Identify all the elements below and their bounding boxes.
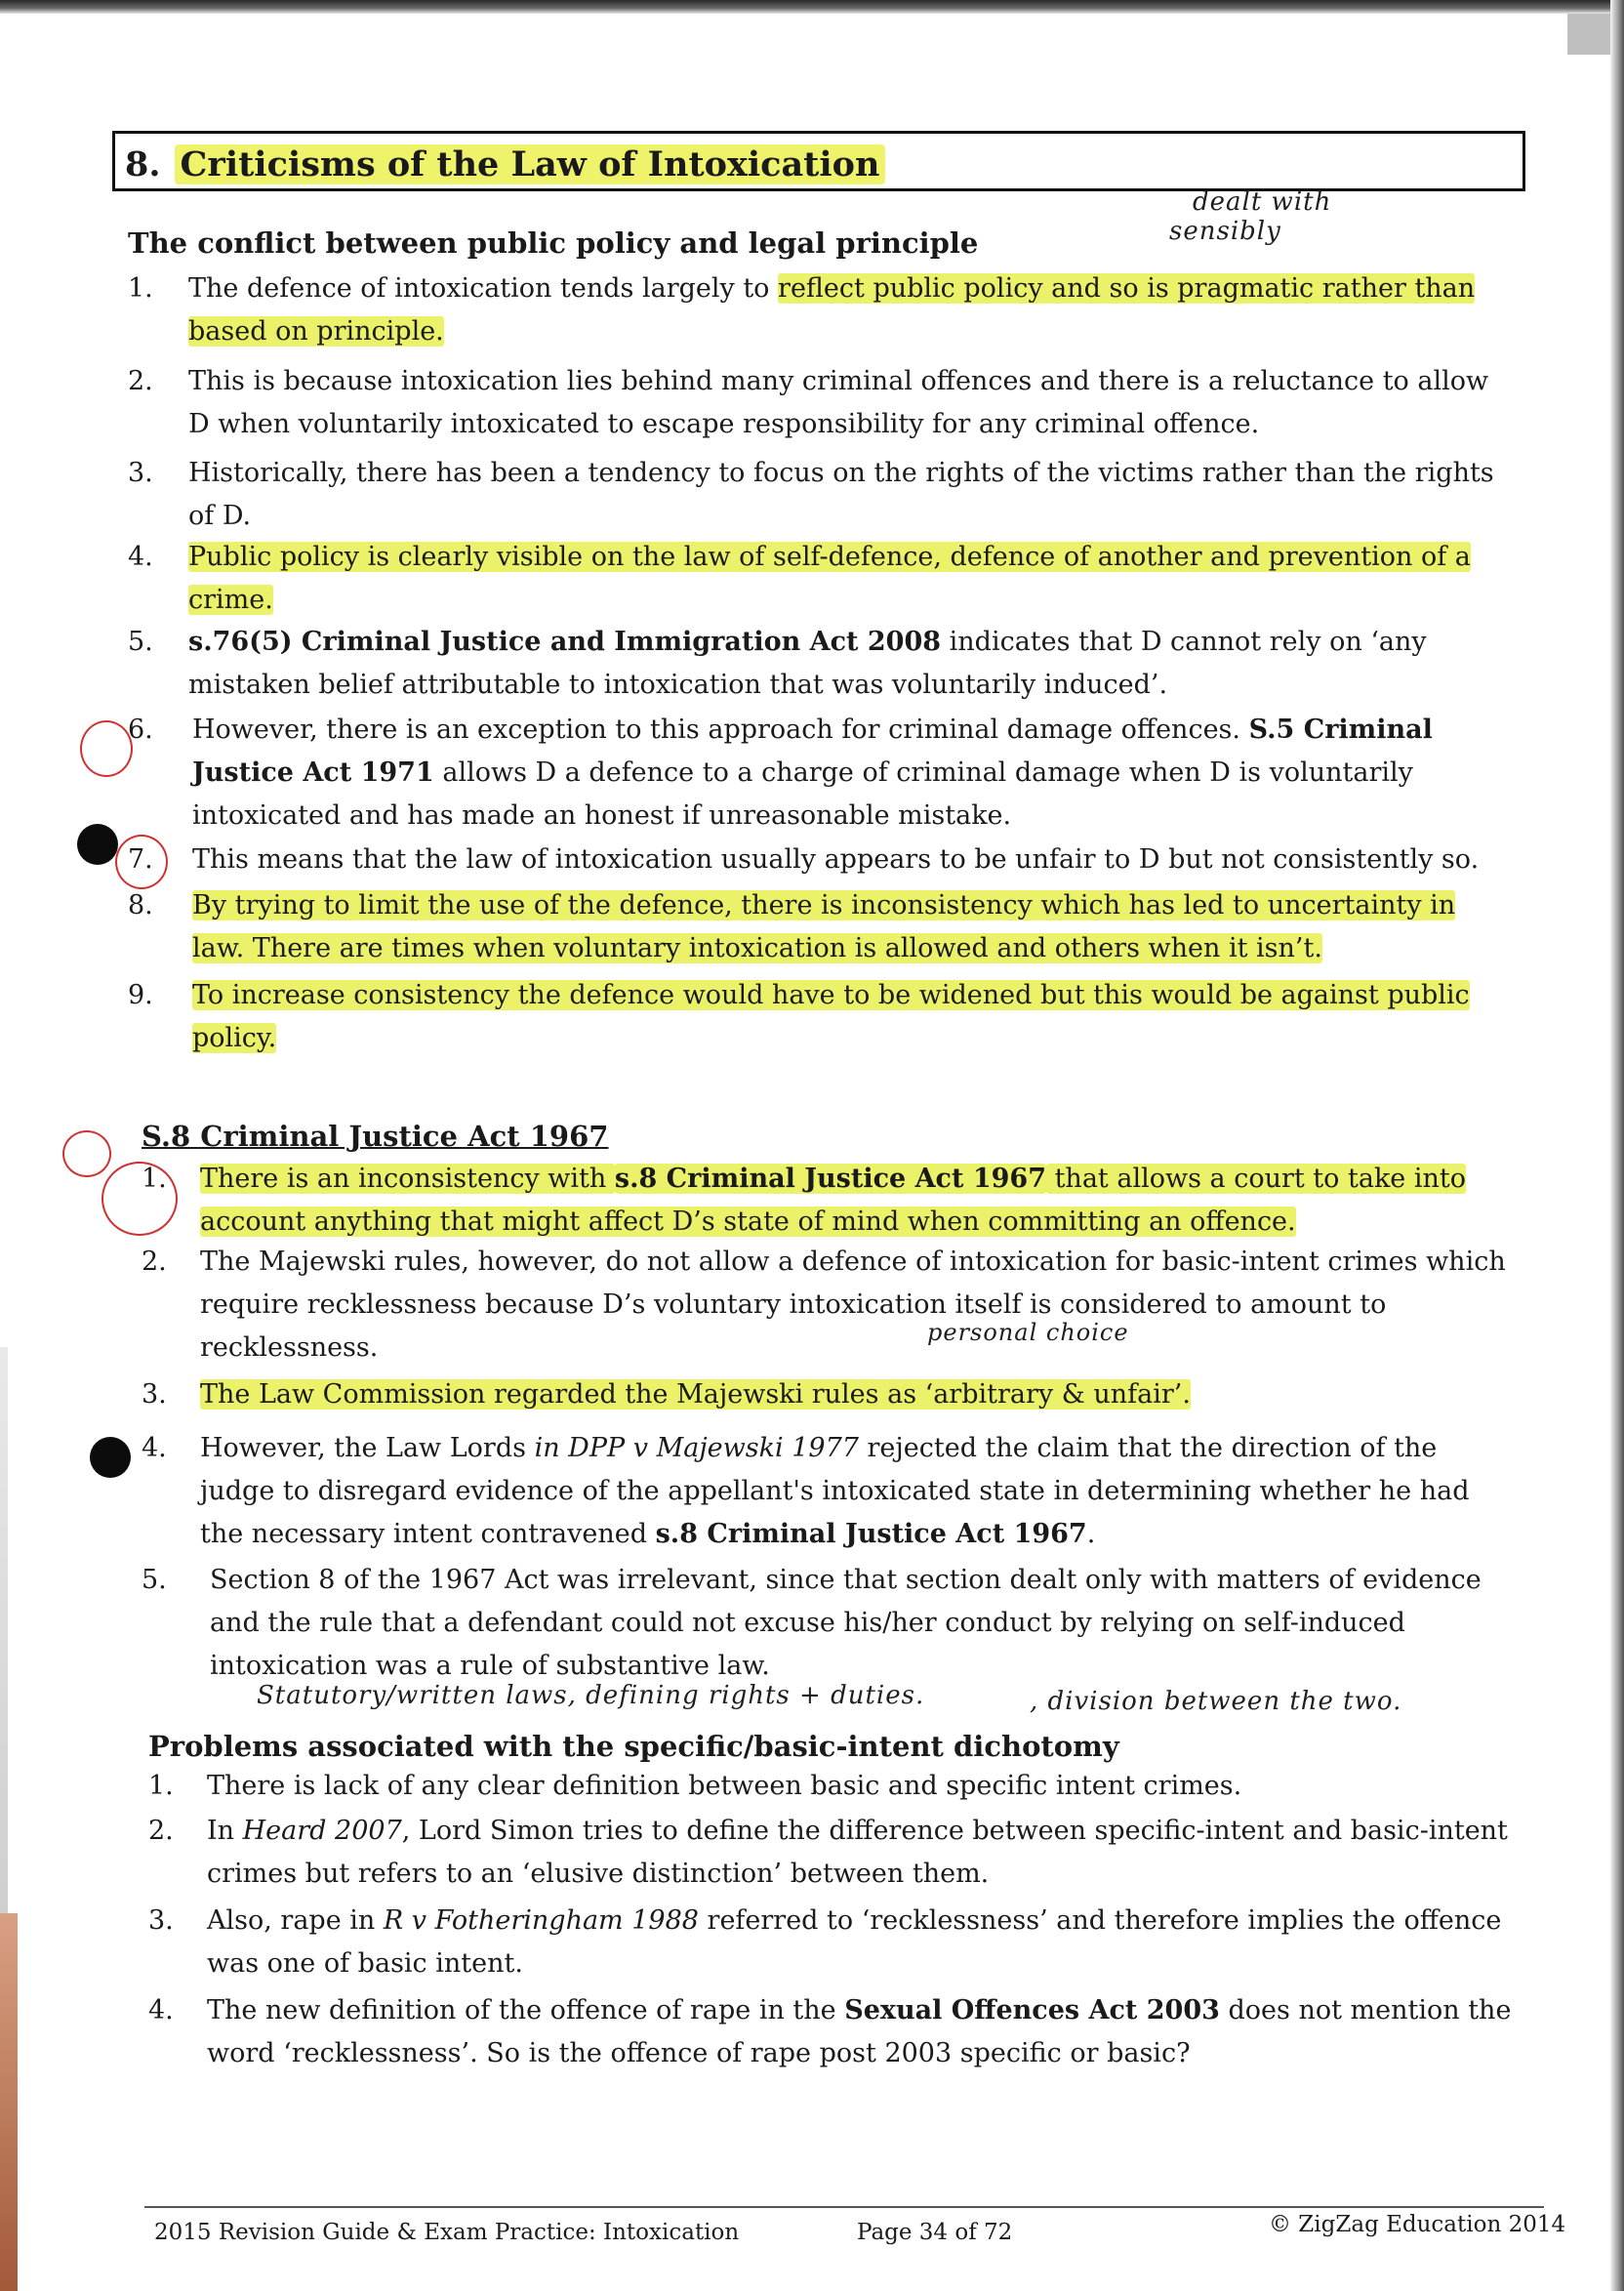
list-item-number: 3.	[128, 458, 153, 488]
list-item-text	[210, 1559, 1516, 1688]
list-item-text	[200, 1241, 1516, 1370]
section-heading-s8: S.8 Criminal Justice Act 1967	[142, 1120, 609, 1153]
footer-rule	[144, 2206, 1544, 2208]
scan-edge-right	[1610, 0, 1624, 2291]
text-run: The Law Commission regarded the Majewski rules as ‘arbitrary & unfair’.	[200, 1379, 1191, 1410]
list-item-number: 1.	[142, 1164, 167, 1194]
list-item-text	[188, 360, 1509, 446]
text-run: This is because intoxication lies behind many criminal offences and there is a reluctance to allow D when voluntarily intoxicated to escape responsibility for any criminal offence.	[188, 366, 1489, 439]
handwritten-note-dealt: dealt with	[1193, 187, 1332, 217]
list-item-text	[188, 267, 1509, 353]
list-item-text	[192, 709, 1509, 838]
footer-copyright: © ZigZag Education 2014	[1269, 2212, 1566, 2237]
text-run: in DPP v Majewski 1977	[534, 1433, 859, 1463]
text-run: There is an inconsistency with	[200, 1164, 615, 1194]
list-item-text	[188, 536, 1509, 622]
list-item-text	[207, 1900, 1515, 1985]
list-item-text	[207, 1765, 1515, 1808]
list-item-number: 6.	[128, 715, 153, 745]
list-item-number: 4.	[142, 1433, 167, 1463]
handwritten-note-sensibly: sensibly	[1169, 217, 1281, 246]
text-run: s.8 Criminal Justice Act 1967	[655, 1519, 1087, 1549]
red-circle-mark	[80, 720, 133, 777]
text-run: , Lord Simon tries to define the difference between specific-intent and basic-intent crimes but refers to an ‘elusive distinction’ between them.	[207, 1816, 1508, 1889]
list-item-text	[192, 974, 1509, 1060]
handwritten-note-personal-choice: personal choice	[927, 1319, 1129, 1346]
list-item-text	[188, 452, 1509, 538]
text-run: indicates that D cannot rely on ‘any mistaken belief attributable to intoxication that was voluntarily induced’.	[188, 627, 1427, 700]
handwritten-note-statutory: Statutory/written laws, defining rights + duties.	[257, 1681, 925, 1710]
handwritten-note-division: , division between the two.	[1030, 1687, 1402, 1716]
text-run: However, there is an exception to this approach for criminal damage offences.	[192, 715, 1249, 745]
scan-edge-top	[0, 0, 1624, 14]
footer-left: 2015 Revision Guide & Exam Practice: Intoxication	[154, 2220, 740, 2245]
red-circle-mark	[115, 835, 168, 889]
text-run: s.76(5) Criminal Justice and Immigration Act 2008	[188, 627, 942, 657]
list-item-number: 5.	[128, 627, 153, 657]
text-run: Also, rape in	[207, 1905, 384, 1936]
list-item-text	[200, 1427, 1516, 1556]
text-run: Public policy is clearly visible on the law of self-defence, defence of another and prevention of a crime.	[188, 542, 1471, 615]
list-item-text	[192, 884, 1509, 970]
text-run: .	[1086, 1519, 1096, 1549]
text-run: s.8 Criminal Justice Act 1967	[614, 1164, 1046, 1194]
text-run: By trying to limit the use of the defence, there is inconsistency which has led to uncertainty in law. There are times when voluntary intoxication is allowed and others when it isn’t.	[192, 890, 1456, 963]
text-run: In	[207, 1816, 243, 1846]
scan-edge-left-brown	[0, 1913, 18, 2291]
text-run: does not mention the word ‘recklessness’. So is the offence of rape post 2003 specific or basic?	[207, 1995, 1512, 2068]
list-item-number: 3.	[148, 1905, 174, 1936]
list-item-number: 3.	[142, 1379, 167, 1410]
text-run: Historically, there has been a tendency to focus on the rights of the victims rather than the rights of D.	[188, 458, 1494, 531]
list-item-number: 8.	[128, 890, 153, 920]
footer-page-number: Page 34 of 72	[857, 2220, 1013, 2245]
list-item-number: 1.	[148, 1771, 174, 1801]
list-item-text	[192, 839, 1509, 881]
list-item-text	[207, 1810, 1515, 1896]
list-item-number: 4.	[148, 1995, 174, 2025]
text-run: Sexual Offences Act 2003	[844, 1995, 1220, 2025]
list-item-text	[200, 1158, 1516, 1244]
text-run: S.5 Criminal Justice Act 1971	[192, 715, 1433, 788]
text-run: Heard 2007	[242, 1816, 402, 1846]
section-heading-public-policy: The conflict between public policy and legal principle	[128, 226, 979, 260]
scan-edge-left-gray	[0, 1347, 8, 1913]
list-item-text	[188, 621, 1509, 707]
list-item-number: 2.	[142, 1247, 167, 1277]
text-run: referred to ‘recklessness’ and therefore implies the offence was one of basic intent.	[207, 1905, 1502, 1979]
section-heading-dichotomy: Problems associated with the specific/basic-intent dichotomy	[148, 1730, 1119, 1763]
list-item-text	[207, 1989, 1515, 2075]
text-run: reflect public policy and so is pragmatic rather than based on principle.	[188, 273, 1476, 347]
text-run: There is lack of any clear definition between basic and specific intent crimes.	[207, 1771, 1242, 1801]
text-run: Section 8 of the 1967 Act was irrelevant, since that section dealt only with matters of evidence and the rule that a defendant could not excuse his/her conduct by relying on self-induced intoxication was a rule of substantive law.	[210, 1565, 1482, 1681]
page-title	[125, 144, 885, 184]
list-item-number: 4.	[128, 542, 153, 572]
text-run: This means that the law of intoxication usually appears to be unfair to D but not consistently so.	[192, 844, 1480, 875]
text-run: allows D a defence to a charge of criminal damage when D is voluntarily intoxicated and has made an honest if unreasonable mistake.	[192, 757, 1413, 831]
scan-tab	[1567, 14, 1610, 55]
list-item-text	[200, 1373, 1516, 1416]
red-circle-mark	[62, 1130, 111, 1177]
ink-dot-mark	[77, 824, 118, 865]
list-item-number: 7.	[128, 844, 153, 875]
text-run: R v Fotheringham 1988	[383, 1905, 699, 1936]
text-run: The Majewski rules, however, do not allow a defence of intoxication for basic-intent crimes which require recklessness because D’s voluntary intoxication itself is considered to amount to recklessness.	[200, 1247, 1506, 1363]
text-run: rejected the claim that the direction of the judge to disregard evidence of the appellant's intoxicated state in determining whether he had the necessary intent contravened	[200, 1433, 1470, 1549]
list-item-number: 2.	[128, 366, 153, 396]
list-item-number: 9.	[128, 980, 153, 1010]
list-item-number: 1.	[128, 273, 153, 304]
list-item-number: 5.	[142, 1565, 167, 1595]
text-run: The new definition of the offence of rape in the	[207, 1995, 845, 2025]
text-run: that allows a court to take into account anything that might affect D’s state of mind when committing an offence.	[200, 1164, 1466, 1237]
text-run: However, the Law Lords	[200, 1433, 535, 1463]
text-run: To increase consistency the defence would have to be widened but this would be against public policy.	[192, 980, 1470, 1053]
title-text: Criticisms of the Law of Intoxication	[175, 144, 886, 184]
list-item-number: 2.	[148, 1816, 174, 1846]
red-circle-mark	[102, 1162, 178, 1236]
ink-dot-mark	[90, 1437, 131, 1478]
title-number: 8.	[125, 144, 161, 184]
text-run: The defence of intoxication tends largely to	[188, 273, 779, 304]
